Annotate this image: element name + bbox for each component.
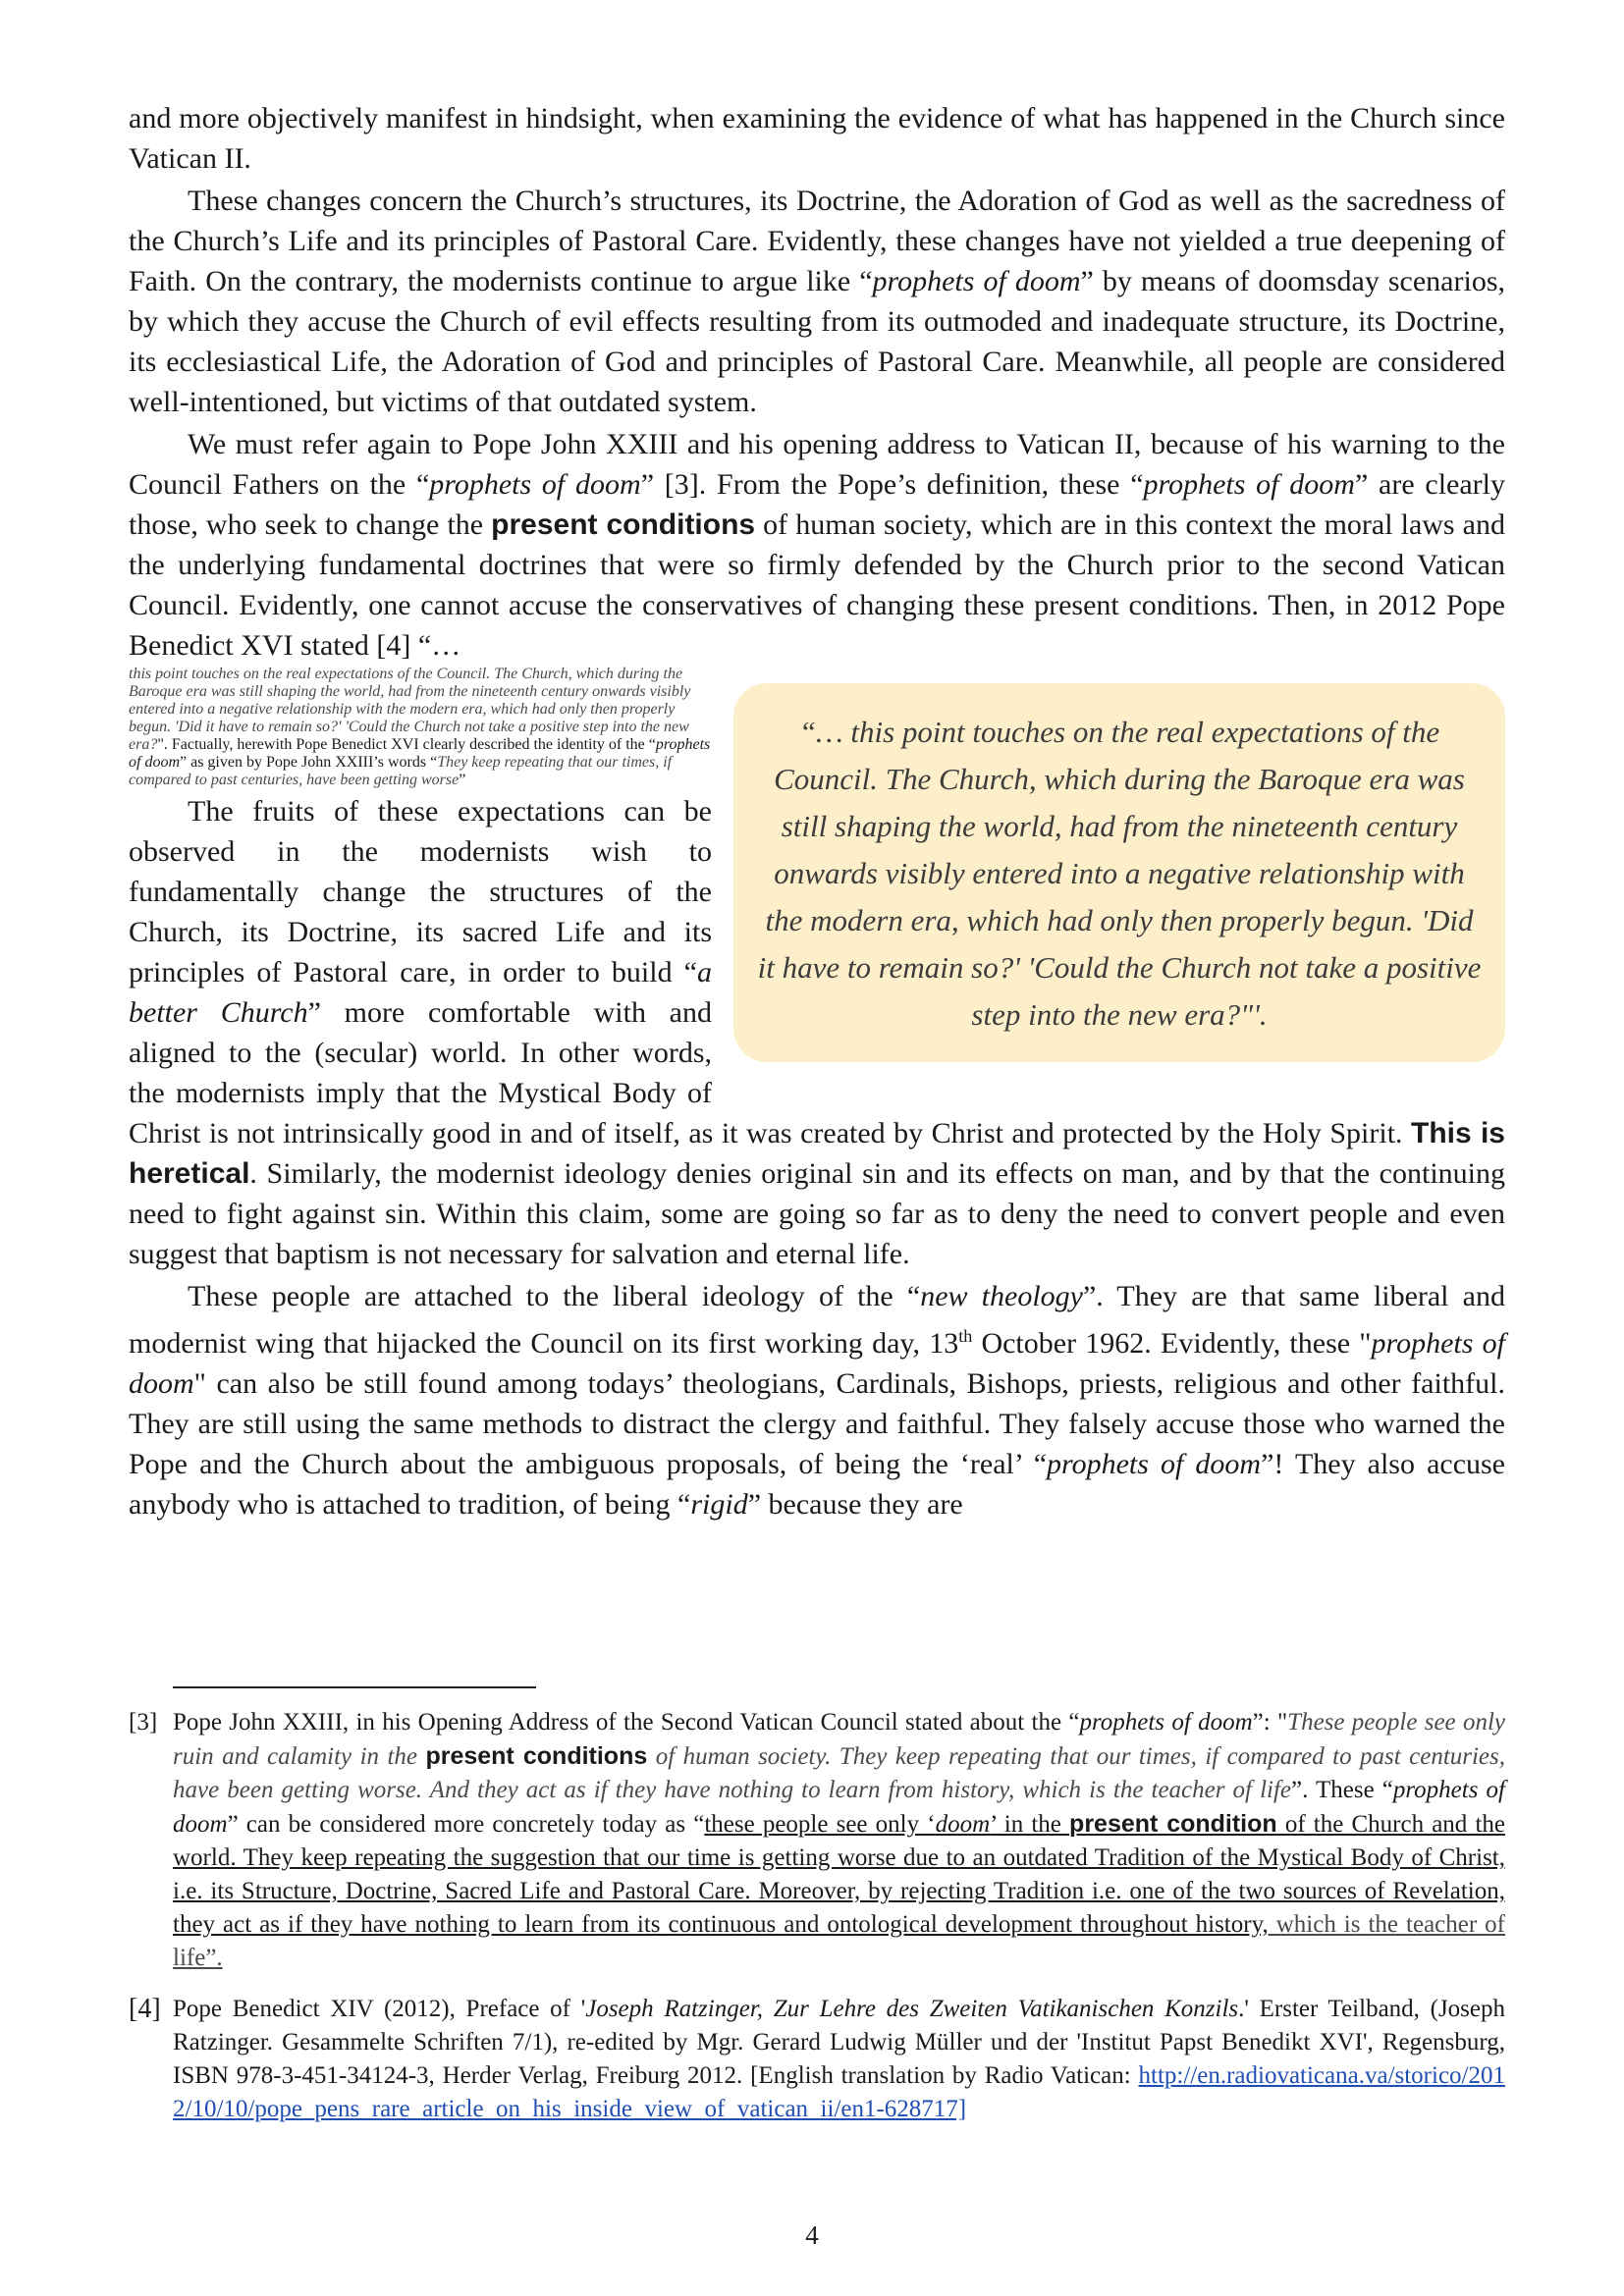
pull-quote: “… this point touches on the real expectations of the Council. The Church, which during the Baroque era was still shaping the world, had from the nineteenth century onwards visibly entered into a negative relationship with the modern era, which had only then properly begun. 'Did it have to remain so?' 'Could the Church not take a positive step into the new era?"'. bbox=[733, 683, 1505, 1062]
paragraph-5: These people are attached to the liberal ideology of the “new theology”. They are that same liberal and modernist wing that hijacked the Council on its first working day, 13th October 1962. Evidently, these "prophets of doom" can also be still found among todays’ theologians, Cardinals, Bishops, priests, religious and other faithful. They are still using the same methods to distract the clergy and faithful. They falsely accuse those who warned the Pope and the Church about the ambiguous proposals, of being the ‘real’ “prophets of doom”! They also accuse anybody who is attached to tradition, of being “rigid” because they are bbox=[129, 1280, 1506, 1521]
footnote-number: [4] bbox=[129, 1994, 161, 2024]
footnote-3 bbox=[129, 1706, 1505, 1975]
paragraph-3: We must refer again to Pope John XXIII and his opening address to Vatican II, because of his warning to the Council Fathers on the “prophets of doom” [3]. From the Pope’s definition, these “prophets of doom” are clearly those, who seek to change the present conditions of human society, which are in this context the moral laws and the underlying fundamental doctrines that were so firmly defended by the Church prior to the second Vatican Council. Evidently, one cannot accuse the conservatives of changing these present conditions. Then, in 2012 Pope Benedict XVI stated [4] “… bbox=[129, 428, 1506, 662]
footnote-text: Pope John XXIII, in his Opening Address of the Second Vatican Council stated about the “prophets of doom”: "These people see only ruin and calamity in the present conditions of human society. They keep repeating that our times, if compared to past centuries, have been getting worse. And they act as if they have nothing to learn from history, which is the teacher of life”. These “prophets of doom” can be considered more concretely today as “these people see only ‘doom’ in the present condition of the Church and the world. They keep repeating the suggestion that our time is getting worse due to an outdated Tradition of the Mystical Body of Christ, i.e. its Structure, Doctrine, Sacred Life and Pastoral Care. Moreover, by rejecting Tradition i.e. one of the two sources of Revelation, they act as if they have nothing to learn from its continuous and ontological development throughout history, which is the teacher of life”. bbox=[173, 1709, 1506, 1971]
paragraph-1: and more objectively manifest in hindsight, when examining the evidence of what has happened in the Church since Vatican II. bbox=[129, 102, 1505, 175]
page-number: 4 bbox=[805, 2220, 819, 2250]
radio-vatican-link[interactable]: http://en.radiovaticana.va/storico/2012/10/10/pope_pens_rare_article_on_his_inside_view_of_vatican_ii/en1-628717] bbox=[173, 2062, 1505, 2122]
footnotes bbox=[129, 1686, 1505, 2126]
main-text: and more objectively manifest in hindsight, when examining the evidence of what has happened in the Church since Vatican II. These changes concern the Church’s structures, its Doctrine, the Adoration of God as well as the sacredness of the Church’s Life and its principles of Pastoral Care. Evidently, these changes have not yielded a true deepening of Faith. On the contrary, the modernists continue to argue like “prophets of doom” by means of doomsday scenarios, by which they accuse the Church of evil effects resulting from its outmoded and inadequate structure, its Doctrine, its ecclesiastical Life, the Adoration of God and principles of Pastoral Care. Meanwhile, all people are considered well-intentioned, but victims of that outdated system. We must refer again to Pope John XXIII and his opening address to Vatican II, because of his warning to the Council Fathers on the “prophets of doom” [3]. From the Pope’s definition, these “prophets of doom” are clearly those, who seek to change the present conditions of human society, which are in this context the moral laws and the underlying fundamental doctrines that were so firmly defended by the Church prior to the second Vatican Council. Evidently, one cannot accuse the conservatives of changing these present conditions. Then, in 2012 Pope Benedict XVI stated [4] “… “… this point touches on the real expectations of the Council. The Church, which during the Baroque era was still shaping the world, had from the nineteenth century onwards visibly entered into a negative relationship with the modern era, which had only then properly begun. 'Did it have to remain so?' 'Could the Church not take a positive step into the new era?"'. this point touches on the real expectations of the Council. The Church, which during the Baroque era was still shaping the world, had from the nineteenth century onwards visibly entered into a negative relationship with the modern era, which had only then properly begun. 'Did it have to remain so?' 'Could the Church not take a positive step into the new era?". Factually, herewith Pope Benedict XVI clearly described the identity of the “prophets of doom” as given by Pope John XXIII’s words “They keep repeating that our times, if compared to past centuries, have been getting worse” The fruits of these expectations can be observed in the modernists wish to fundamentally change the structures of the Church, its Doctrine, its sacred Life and its principles of Pastoral care, in order to build “a better Church” more comfortable with and aligned to the (secular) world. In other words, the modernists imply that the Mystical Body of Christ is not intrinsically good in and of itself, as it was created by Christ and protected by the Holy Spirit. This is heretical. Similarly, the modernist ideology denies original sin and its effects on man, and by that the continuing need to fight against sin. Within this claim, some are going so far as to deny the need to convert people and even suggest that baptism is not necessary for salvation and eternal life. These people are attached to the liberal ideology of the “new theology”. They are that same liberal and modernist wing that hijacked the Council on its first working day, 13th October 1962. Evidently, these "prophets of doom" can also be still found among todays’ theologians, Cardinals, Bishops, priests, religious and other faithful. They are still using the same methods to distract the clergy and faithful. They falsely accuse those who warned the Pope and the Church about the ambiguous proposals, of being the ‘real’ “prophets of doom”! They also accuse anybody who is attached to tradition, of being “rigid” because they are bbox=[129, 98, 1505, 1524]
footnote-number: [3] bbox=[129, 1709, 158, 1735]
paragraph-2: These changes concern the Church’s structures, its Doctrine, the Adoration of God as well as the sacredness of the Church’s Life and its principles of Pastoral Care. Evidently, these changes have not yielded a true deepening of Faith. On the contrary, the modernists continue to argue like “prophets of doom” by means of doomsday scenarios, by which they accuse the Church of evil effects resulting from its outmoded and inadequate structure, its Doctrine, its ecclesiastical Life, the Adoration of God and principles of Pastoral Care. Meanwhile, all people are considered well-intentioned, but victims of that outdated system. bbox=[129, 185, 1505, 418]
footnote-separator bbox=[173, 1686, 536, 1688]
footnote-text: Pope Benedict XIV (2012), Preface of 'Joseph Ratzinger, Zur Lehre des Zweiten Vatikanischen Konzils.' Erster Teilband, (Joseph Ratzinger. Gesammelte Schriften 7/1), re-edited by Mgr. Gerard Ludwig Müller und der 'Institut Papst Benedikt XVI', Regensburg, ISBN 978-3-451-34124-3, Herder Verlag, Freiburg 2012. [English translation by Radio Vatican: http://en.radiovaticana.va/storico/2012/10/10/pope_pens_rare_article_on_his_inside_view_of_vatican_ii/en1-628717] bbox=[173, 1996, 1505, 2122]
paragraph-4: The fruits of these expectations can be observed in the modernists wish to fundamentally change the structures of the Church, its Doctrine, its sacred Life and its principles of Pastoral care, in order to build “a better Church” more comfortable with and aligned to the (secular) world. In other words, the modernists imply that the Mystical Body of Christ is not intrinsically good in and of itself, as it was created by Christ and protected by the Holy Spirit. This is heretical. Similarly, the modernist ideology denies original sin and its effects on man, and by that the continuing need to fight against sin. Within this claim, some are going so far as to deny the need to convert people and even suggest that baptism is not necessary for salvation and eternal life. bbox=[129, 795, 1505, 1270]
footnote-4 bbox=[129, 1993, 1505, 2126]
